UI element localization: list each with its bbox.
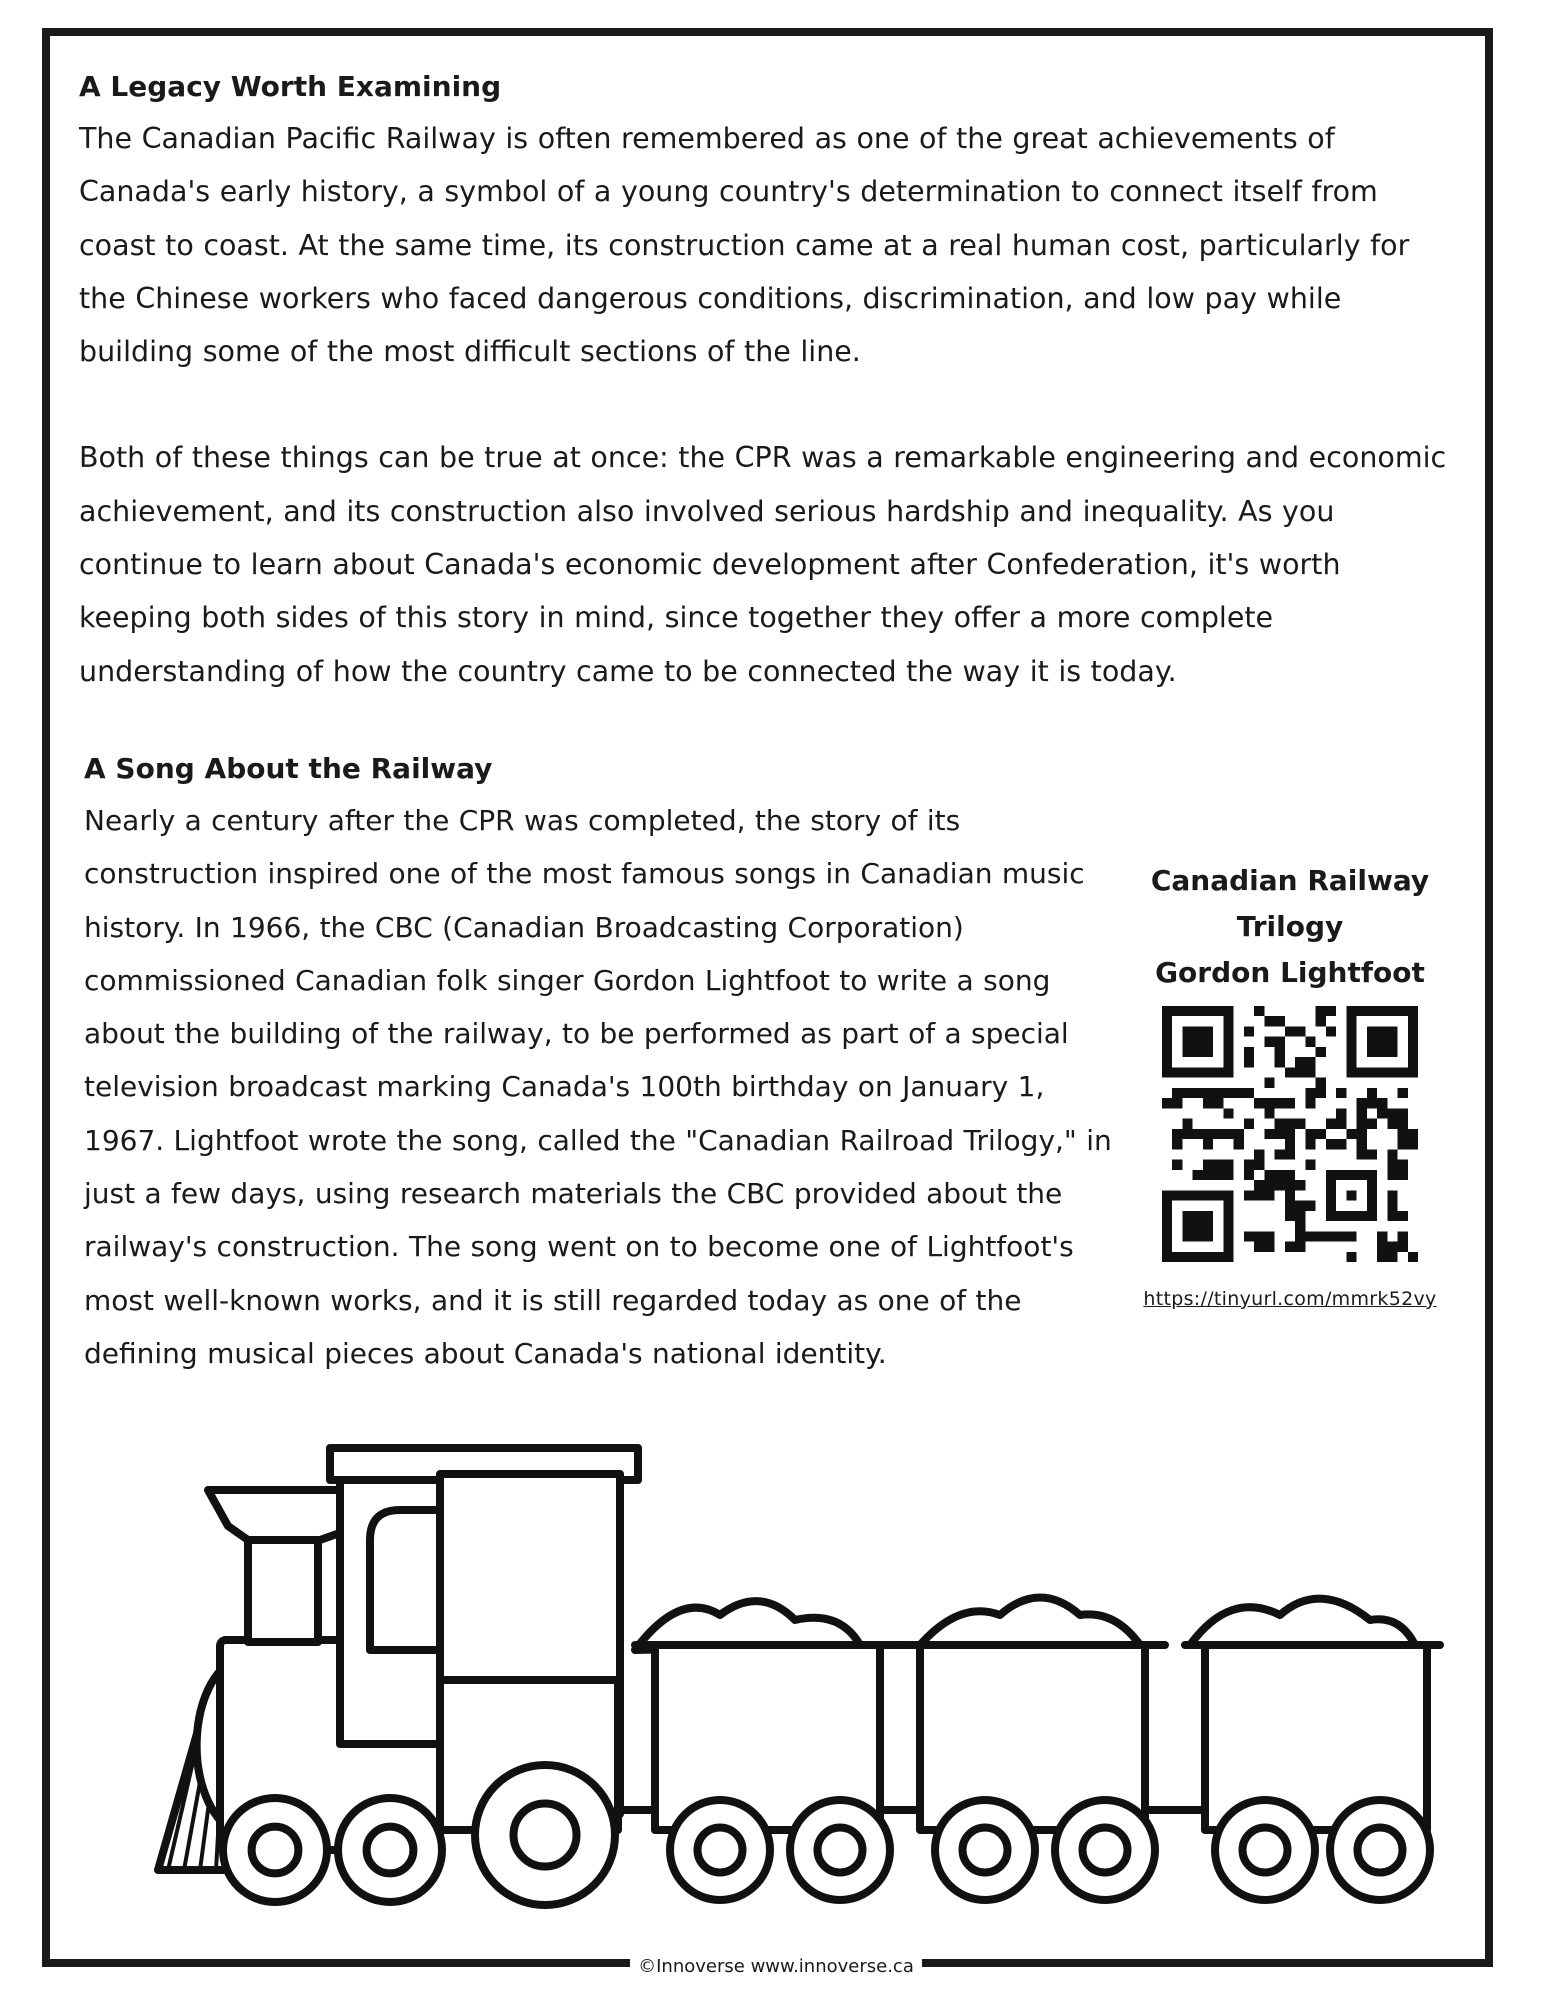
section-legacy [79, 62, 1459, 698]
qr-title-line-3: Gordon Lightfoot [1155, 956, 1425, 989]
coal-car-2 [900, 1598, 1165, 1831]
legacy-paragraph-1: The Canadian Pacific Railway is often remembered as one of the great achievements of Canada's early history, a symbol of a young country's determination to connect itself from coast to coast. At the same time, its construction came at a real human cost, particularly for the Chinese workers who faced dangerous conditions, discrimination, and low pay while building some of the most difficult sections of the line. [79, 122, 1410, 369]
footer-copyright: ©Innoverse www.innoverse.ca [638, 1956, 914, 1977]
legacy-paragraph-2: Both of these things can be true at once: the CPR was a remarkable engineering and economic achievement, and its construction also involved serious hardship and inequality. As you continue to learn about Canada's economic development after Confederation, it's worth keeping both sides of this story in mind, since together they offer a more complete understanding of how the country came to be connected the way it is today. [79, 441, 1447, 688]
wheel-hub [514, 1804, 577, 1867]
qr-card [1120, 858, 1460, 1310]
section-heading-song: A Song About the Railway [84, 752, 493, 785]
qr-code-icon[interactable] [1162, 1006, 1418, 1262]
section-song [84, 744, 1119, 1380]
wheel-hub [252, 1827, 299, 1874]
section-heading-legacy: A Legacy Worth Examining [79, 70, 502, 103]
song-paragraph: Nearly a century after the CPR was completed, the story of its construction inspired one of the most famous songs in Canadian music history. In 1966, the CBC (Canadian Broadcasting Corporation) commissioned Canadian folk singer Gordon Lightfoot to write a song about the building of the railway, to be performed as part of a special television broadcast marking Canada's 100th birthday on January 1, 1967. Lightfoot wrote the song, called the "Canadian Railroad Trilogy," in just a few days, using research materials the CBC provided about the railway's construction. The song went on to become one of Lightfoot's most well-known works, and it is still regarded today as one of the defining musical pieces about Canada's national identity. [84, 804, 1112, 1370]
song-link[interactable]: https://tinyurl.com/mmrk52vy [1143, 1288, 1437, 1310]
wheel-hub [1358, 1828, 1403, 1873]
wheel-hub [698, 1828, 743, 1873]
coal-car-3 [1185, 1599, 1440, 1830]
wheel-hub [1243, 1828, 1288, 1873]
wheel-hub [367, 1827, 414, 1874]
coal-car-1 [635, 1601, 900, 1830]
wheel-hub [963, 1828, 1008, 1873]
qr-title-line-1: Canadian Railway [1150, 864, 1430, 897]
wheel-hub [818, 1828, 863, 1873]
train-illustration [80, 1430, 1460, 1910]
qr-title-line-2: Trilogy [1236, 910, 1344, 943]
wheel-hub [1083, 1828, 1128, 1873]
